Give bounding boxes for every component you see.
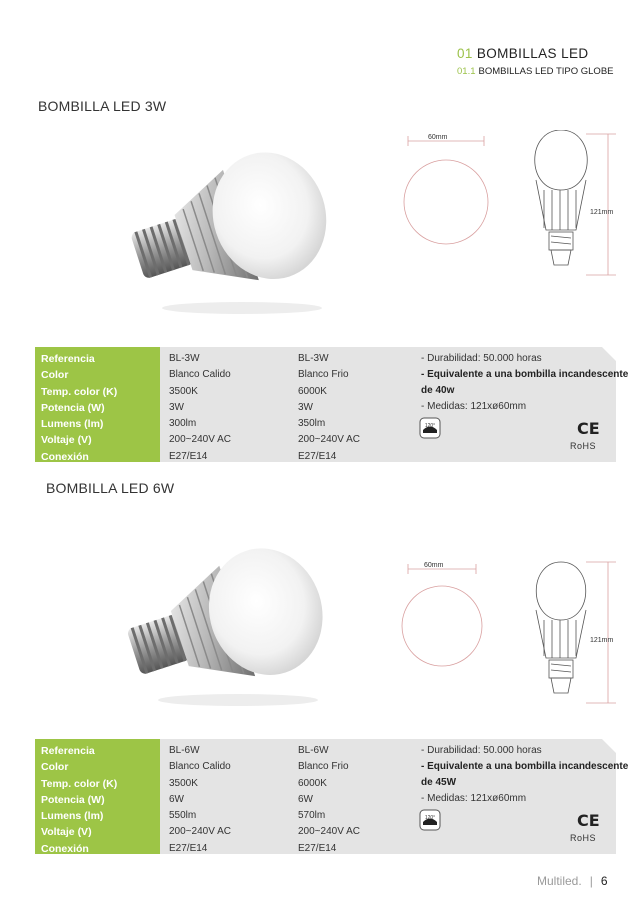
chapter-number: 01 (457, 46, 473, 61)
spec-value: 6000K (298, 777, 327, 789)
spec-value: 200~240V AC (169, 826, 231, 838)
spec-column-warm (169, 743, 231, 857)
spec-value: E27/E14 (169, 450, 208, 462)
subchapter-title: BOMBILLAS LED TIPO GLOBE (478, 66, 614, 77)
equivalent-text-cont: de 45W (421, 777, 457, 788)
spec-labels (41, 351, 117, 465)
spec-label: Lumens (lm) (41, 418, 104, 431)
equivalent-text: - Equivalente a una bombilla incandescente (421, 369, 629, 380)
page-number: 6 (600, 874, 608, 888)
width-dimension-label: 60mm (428, 134, 448, 141)
spec-value: 3W (298, 401, 313, 413)
spec-label: Potencia (W) (41, 793, 105, 806)
beam-angle-label: 120° (424, 815, 436, 821)
spec-value: Blanco Calido (169, 369, 231, 381)
durability-text: - Durabilidad: 50.000 horas (421, 745, 542, 756)
spec-value: E27/E14 (298, 842, 337, 854)
footer-brand: Multiled. (537, 874, 582, 888)
spec-value: 200~240V AC (298, 826, 360, 838)
spec-label: Potencia (W) (41, 401, 105, 414)
spec-value: 200~240V AC (169, 434, 231, 446)
spec-value: 3W (169, 401, 184, 413)
measures-text: - Medidas: 121xø60mm (421, 793, 527, 804)
spec-label: Voltaje (V) (41, 826, 92, 839)
beam-angle-icon (419, 417, 441, 439)
subchapter-number: 01.1 (457, 66, 476, 77)
equivalent-text: - Equivalente a una bombilla incandescente (421, 761, 629, 772)
spec-table (35, 739, 629, 855)
ce-mark: CE (577, 811, 600, 830)
width-dimension-label: 60mm (424, 562, 444, 569)
spec-value: 3500K (169, 385, 198, 397)
spec-label: Conexión (41, 450, 89, 463)
spec-value: Blanco Frio (298, 369, 349, 381)
spec-column-cold (298, 743, 360, 857)
spec-label: Temp. color (K) (41, 385, 118, 398)
rohs-mark: RoHS (570, 833, 597, 843)
spec-value: 350lm (298, 418, 326, 430)
spec-value: 570lm (298, 810, 326, 822)
features-list (421, 351, 629, 415)
spec-value: E27/E14 (298, 450, 337, 462)
product-title: BOMBILLA LED 6W (46, 480, 175, 496)
spec-label: Temp. color (K) (41, 777, 118, 790)
spec-label: Color (41, 761, 69, 774)
spec-label: Referencia (41, 353, 95, 365)
rohs-mark: RoHS (570, 441, 597, 451)
page-footer (537, 874, 608, 888)
spec-column-cold (298, 351, 360, 465)
spec-labels (41, 743, 117, 857)
dimension-diagram (396, 130, 626, 280)
beam-angle-label: 120° (424, 423, 436, 429)
bulb-photo (108, 540, 348, 710)
spec-value: E27/E14 (169, 842, 208, 854)
product-title: BOMBILLA LED 3W (38, 98, 167, 114)
spec-value: 6000K (298, 385, 327, 397)
spec-value: 6W (169, 793, 184, 805)
spec-value: 550lm (169, 810, 197, 822)
features-list (421, 743, 629, 807)
spec-column-warm (169, 351, 231, 465)
dimension-diagram (396, 558, 626, 708)
chapter-heading (457, 46, 589, 61)
spec-table (35, 347, 629, 463)
subchapter-heading (457, 66, 614, 77)
durability-text: - Durabilidad: 50.000 horas (421, 353, 542, 364)
spec-value: Blanco Calido (169, 761, 231, 773)
spec-label: Referencia (41, 745, 95, 757)
equivalent-text-cont: de 40w (421, 385, 455, 396)
footer-separator: | (589, 874, 593, 888)
spec-value: 3500K (169, 777, 198, 789)
beam-angle-icon (419, 809, 441, 831)
spec-value: 200~240V AC (298, 434, 360, 446)
chapter-title: BOMBILLAS LED (476, 46, 589, 61)
spec-label: Lumens (lm) (41, 810, 104, 823)
spec-value: 6W (298, 793, 313, 805)
height-dimension-label: 121mm (590, 209, 614, 216)
spec-value: BL-3W (298, 353, 329, 364)
spec-value: BL-6W (169, 745, 200, 756)
spec-value: BL-6W (298, 745, 329, 756)
bulb-photo (112, 140, 352, 320)
spec-label: Voltaje (V) (41, 434, 92, 447)
measures-text: - Medidas: 121xø60mm (421, 401, 527, 412)
spec-value: Blanco Frio (298, 761, 349, 773)
height-dimension-label: 121mm (590, 637, 614, 644)
ce-mark: CE (577, 419, 600, 438)
spec-label: Color (41, 369, 69, 382)
spec-label: Conexión (41, 842, 89, 855)
spec-value: BL-3W (169, 353, 200, 364)
spec-value: 300lm (169, 418, 197, 430)
